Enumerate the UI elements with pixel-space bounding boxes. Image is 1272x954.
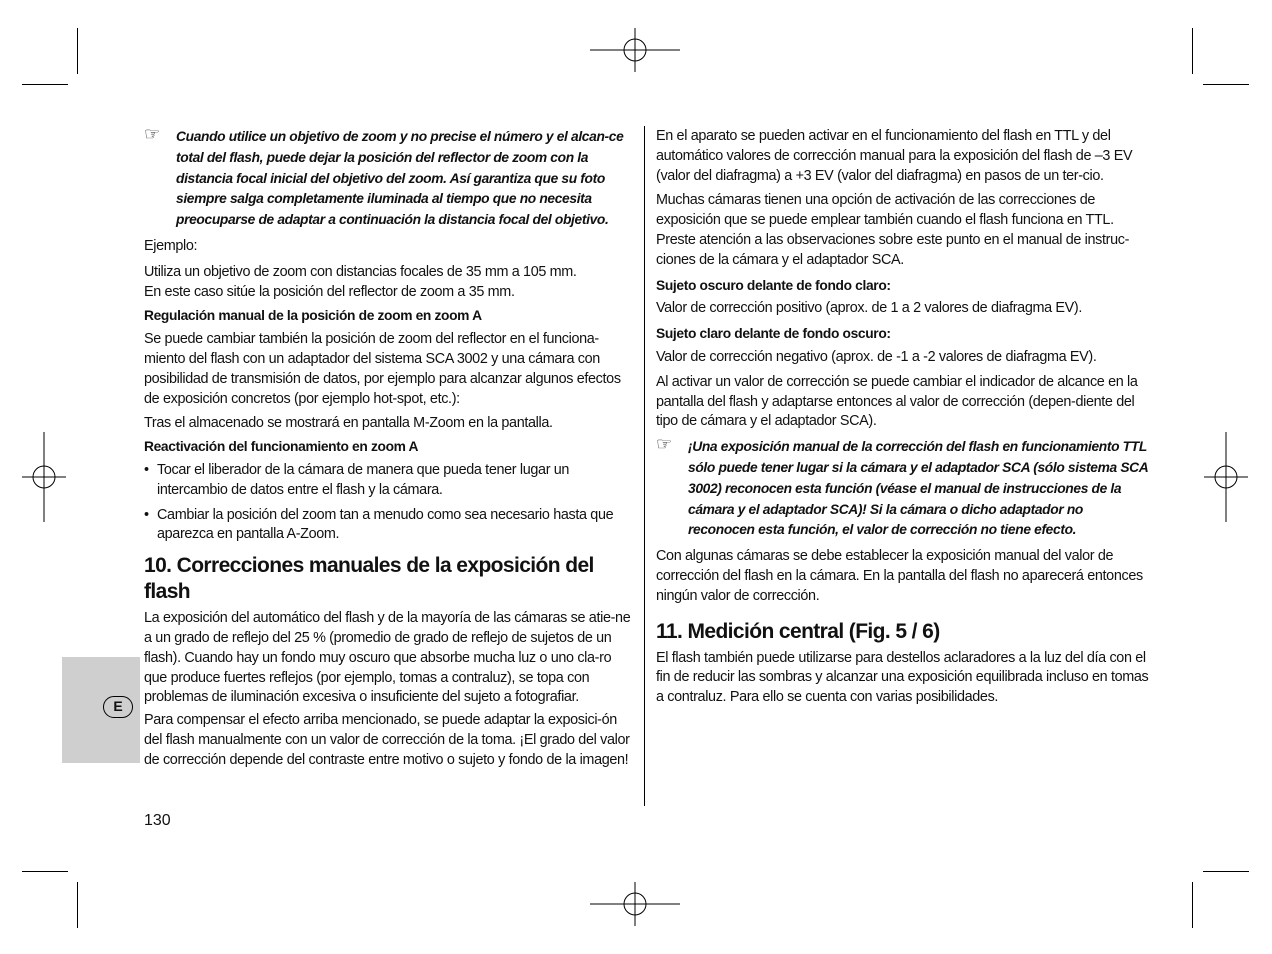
list-item xyxy=(144,506,636,546)
paragraph: Con algunas cámaras se debe establecer la exposición manual del valor de corrección del flash en la cámara. En la pantalla del flash no aparecerá entonces ningún valor de corrección. xyxy=(656,548,1143,604)
language-badge: E xyxy=(103,696,133,718)
registration-mark-left xyxy=(22,432,66,522)
manual-zoom-heading: Regulación manual de la posición de zoom en zoom A xyxy=(144,308,482,324)
light-subject-heading: Sujeto claro delante de fondo oscuro: xyxy=(656,326,891,342)
manual-zoom-text: Se puede cambiar también la posición de zoom del reflector en el funciona-miento del flash con un adaptador del sistema SCA 3002 y una cámara con posibilidad de transmisión de datos, por ejemplo para alcanzar algunos efectos de exposición concretos (por ejemplo hot-spot, etc.): xyxy=(144,331,621,407)
paragraph: Muchas cámaras tienen una opción de activación de las correcciones de exposición que se puede emplear también cuando el flash funciona en TTL. Preste atención a las observaciones sobre este punto en el manual de instruc-ciones de la cámara y el adaptador SCA. xyxy=(656,192,1130,268)
pointing-hand-icon: ☞ xyxy=(656,434,672,455)
stored-text: Tras el almacenado se mostrará en pantalla M-Zoom en la pantalla. xyxy=(144,415,553,432)
column-divider xyxy=(644,126,645,806)
example-line: En este caso sitúe la posición del reflector de zoom a 35 mm. xyxy=(144,283,515,300)
pointing-hand-icon: ☞ xyxy=(144,124,160,144)
paragraph: En el aparato se pueden activar en el funcionamiento del flash en TTL y del automático valores de corrección manual para la exposición del flash de –3 EV (valor del diafragma) a +3 EV (valor del diafragma) en pasos de un ter-cio. xyxy=(656,128,1133,184)
tip-note xyxy=(656,434,1150,541)
list-item-text: Cambiar la posición del zoom tan a menudo como sea necesario hasta que aparezca en pantalla A-Zoom. xyxy=(157,506,614,543)
dark-subject-text: Valor de corrección positivo (aprox. de 1 a 2 valores de diafragma EV). xyxy=(656,300,1083,317)
tip-note-text: ¡Una exposición manual de la corrección del flash en funcionamiento TTL sólo puede tener lugar si la cámara y el adaptador SCA (sólo sistema SCA 3002) reconocen esta función (véase el manual de instrucciones de la cámara y el adaptador SCA)! Si la cámara o dicho adaptador no reconocen esta función, el valor de corrección no tiene efecto. xyxy=(688,439,1148,538)
bullet-dot-icon: • xyxy=(144,461,149,478)
section-10-paragraph: Para compensar el efecto arriba mencionado, se puede adaptar la exposici-ón del flash manualmente con un valor de corrección de la toma. ¡El grado del valor de corrección depende del contraste entre motivo o sujeto y fondo de la imagen! xyxy=(144,712,630,768)
bullet-dot-icon: • xyxy=(144,506,149,523)
example-line: Utiliza un objetivo de zoom con distancias focales de 35 mm a 105 mm. xyxy=(144,263,577,280)
list-item xyxy=(144,461,636,501)
section-10-title: 10. Correcciones manuales de la exposición del flash xyxy=(144,554,594,604)
registration-mark-bottom xyxy=(590,882,680,926)
paragraph: Al activar un valor de corrección se puede cambiar el indicador de alcance en la pantalla del flash y adaptarse entonces al valor de corrección (depen-diente del tipo de cámara y el adaptador SCA). xyxy=(656,373,1138,430)
reactivation-heading: Reactivación del funcionamiento en zoom A xyxy=(144,439,419,455)
registration-mark-top xyxy=(590,28,680,72)
light-subject-text: Valor de corrección negativo (aprox. de -1 a -2 valores de diafragma EV). xyxy=(656,348,1097,365)
tip-note xyxy=(144,124,636,231)
list-item-text: Tocar el liberador de la cámara de manera que pueda tener lugar un intercambio de datos entre el flash y la cámara. xyxy=(157,461,570,498)
page-number: 130 xyxy=(144,812,171,829)
tip-note-text: Cuando utilice un objetivo de zoom y no precise el número y el alcan-ce total del flash, puede dejar la posición del reflector de zoom con la distancia focal inicial del objetivo del zoom. Así garantiza que su foto siempre salga completamente iluminada al tiempo que no necesita preocuparse de adaptar a continuación la distancia focal del objetivo. xyxy=(176,129,624,228)
registration-mark-right xyxy=(1204,432,1248,522)
example-label: Ejemplo: xyxy=(144,237,198,254)
section-10-paragraph: La exposición del automático del flash y de la mayoría de las cámaras se atie-ne a un grado de reflejo del 25 % (promedio de grado de reflejo de sujetos de un flash). Cuando hay un fondo muy oscuro que absorbe mucha luz o uno cla-ro que produce fuertes reflejos (por ejemplo, tomas a contraluz), se topa con problemas de iluminación excesiva o insuficiente del sujeto a fotografiar. xyxy=(144,610,631,706)
left-column xyxy=(144,124,636,776)
right-column xyxy=(656,127,1150,713)
section-11-paragraph: El flash también puede utilizarse para destellos aclaradores a la luz del día con el fin de reducir las sombras y alcanzar una exposición equilibrada incluso en tomas a contraluz. Para ello se cuenta con varias posibilidades. xyxy=(656,649,1149,706)
dark-subject-heading: Sujeto oscuro delante de fondo claro: xyxy=(656,277,891,293)
section-11-title: 11. Medición central (Fig. 5 / 6) xyxy=(656,619,940,643)
example-text xyxy=(144,263,636,303)
